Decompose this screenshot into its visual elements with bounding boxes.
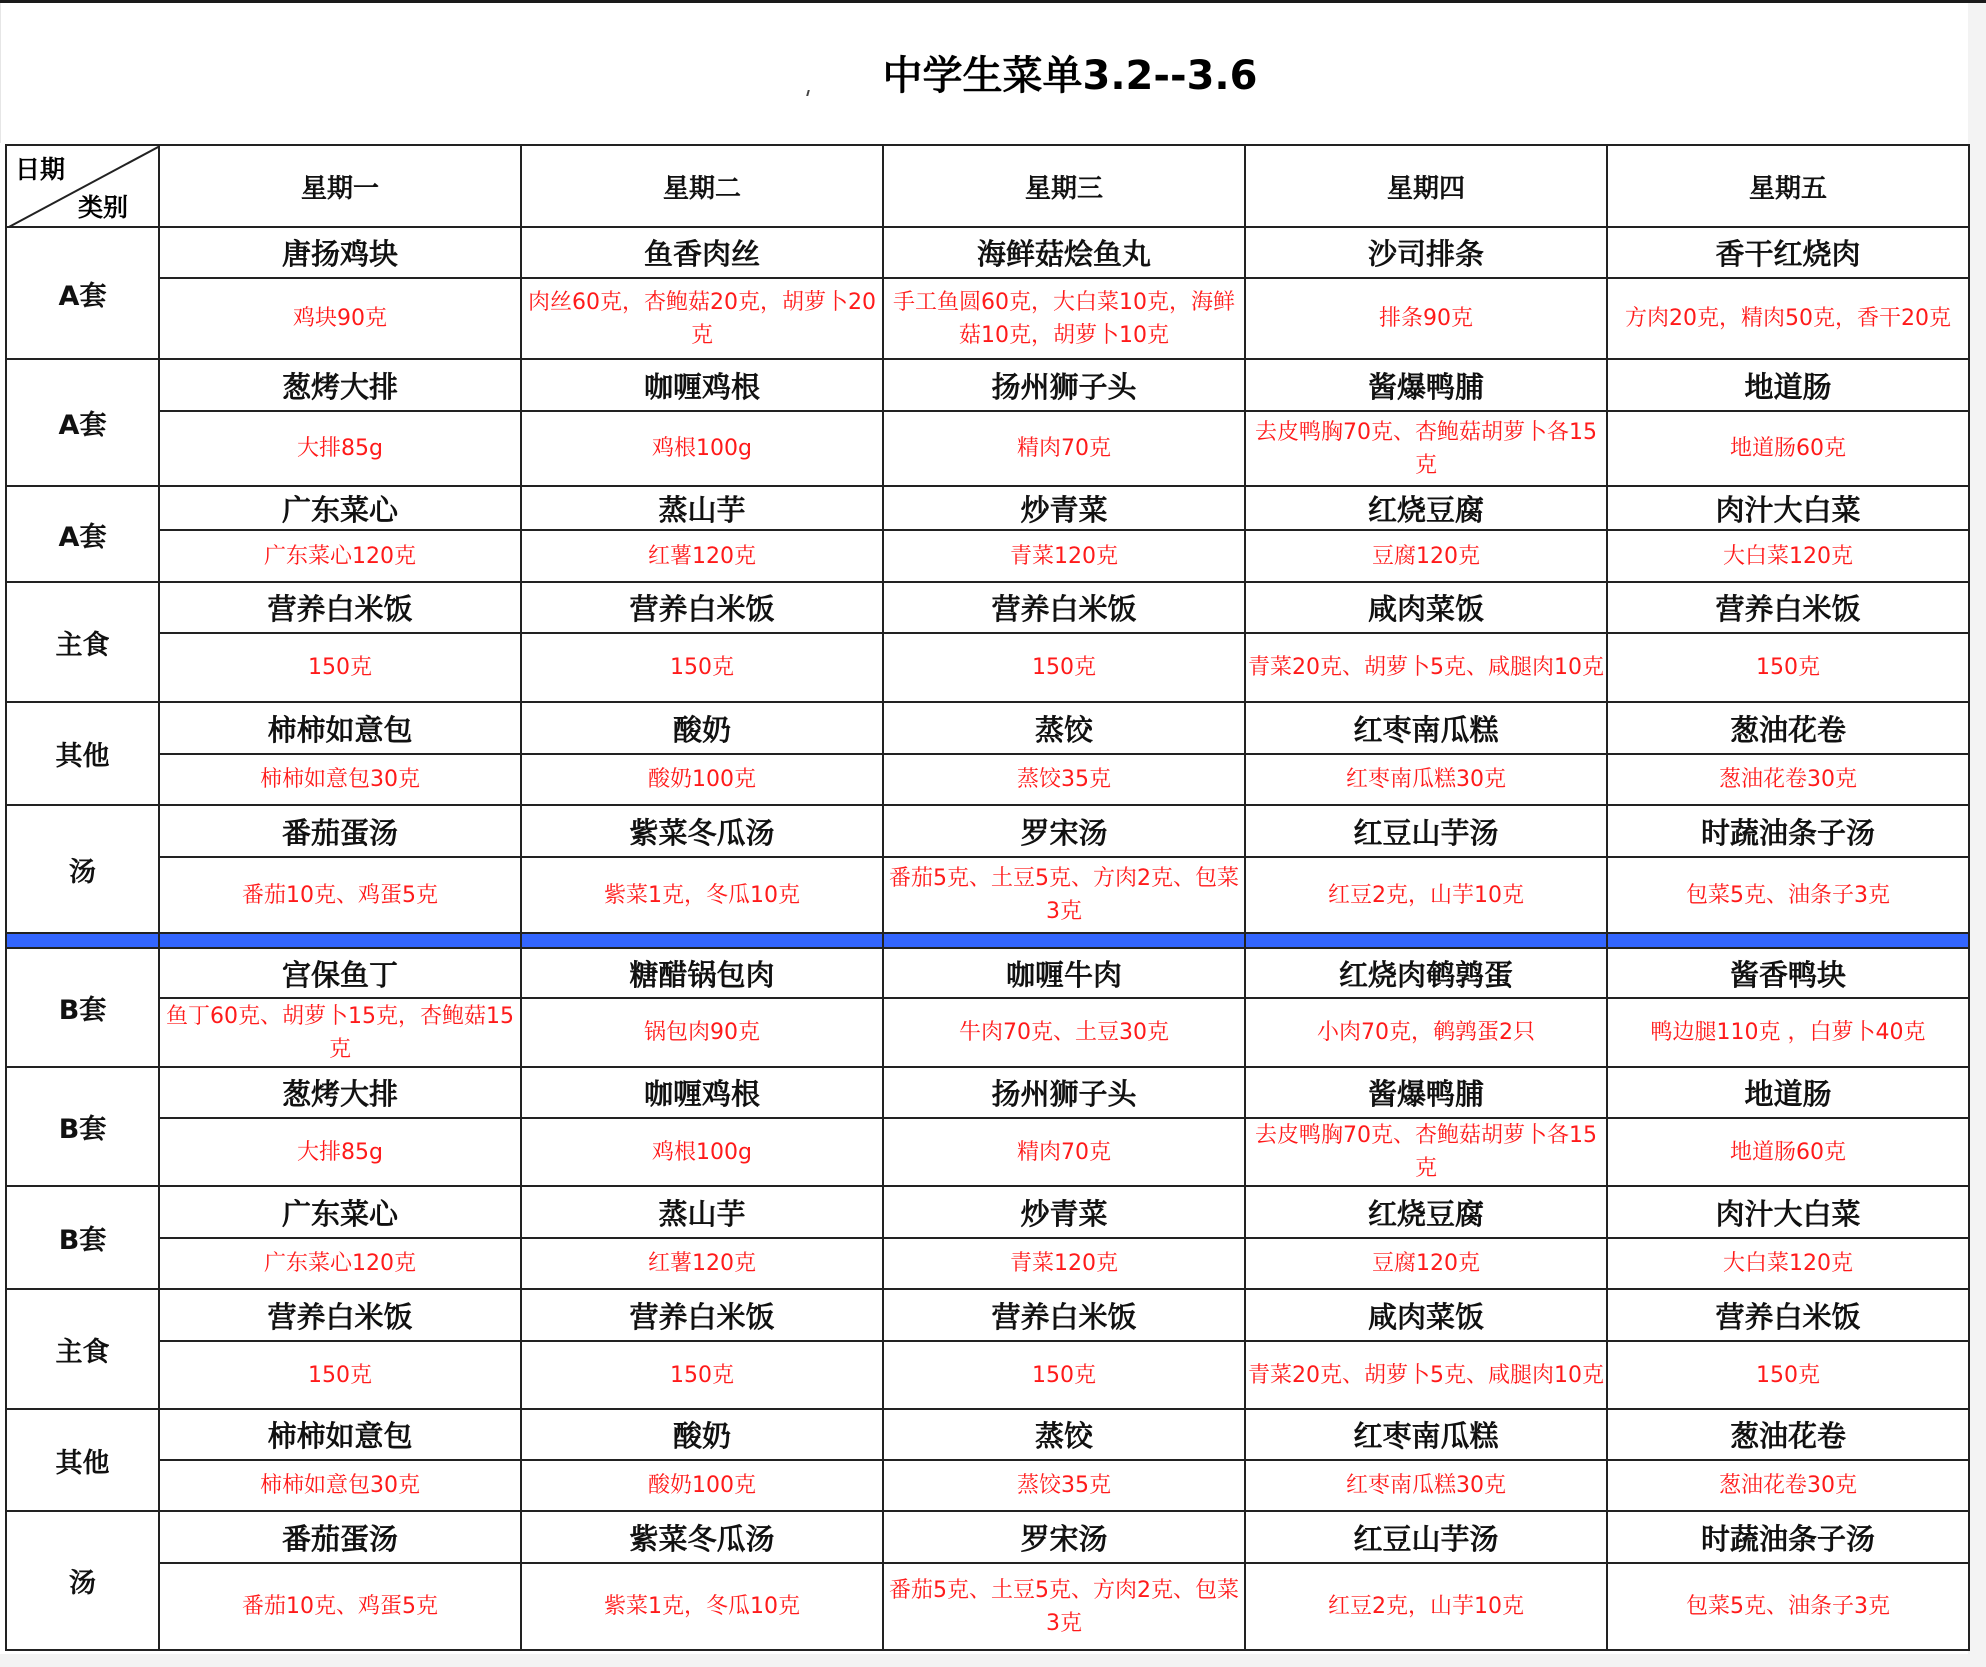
page-title: 中学生菜单3.2--3.6 bbox=[882, 53, 1258, 99]
ingredient-detail-cell: 肉丝60克，杏鲍菇20克，胡萝卜20克 bbox=[521, 278, 883, 359]
ingredient-detail-cell: 红豆2克，山芋10克 bbox=[1245, 1563, 1607, 1650]
dish-name-cell: 肉汁大白菜 bbox=[1607, 486, 1969, 530]
ingredient-detail-cell: 葱油花卷30克 bbox=[1607, 1460, 1969, 1511]
category-cell: 汤 bbox=[6, 805, 159, 933]
dish-name-cell: 炒青菜 bbox=[883, 1186, 1245, 1238]
dish-name-cell: 咖喱牛肉 bbox=[883, 948, 1245, 998]
ingredient-detail-cell: 红薯120克 bbox=[521, 530, 883, 582]
detail-row bbox=[6, 633, 1969, 702]
detail-row bbox=[6, 530, 1969, 582]
category-cell: B套 bbox=[6, 1067, 159, 1186]
category-cell: A套 bbox=[6, 486, 159, 582]
dish-name-cell: 蒸饺 bbox=[883, 1409, 1245, 1460]
ingredient-detail-cell: 酸奶100克 bbox=[521, 1460, 883, 1511]
dish-row bbox=[6, 1289, 1969, 1341]
ingredient-detail-cell: 150克 bbox=[159, 1341, 521, 1409]
dish-row bbox=[6, 359, 1969, 411]
detail-row bbox=[6, 1563, 1969, 1650]
dish-row bbox=[6, 805, 1969, 857]
dish-name-cell: 地道肠 bbox=[1607, 1067, 1969, 1118]
ingredient-detail-cell: 柿柿如意包30克 bbox=[159, 754, 521, 805]
dish-name-cell: 蒸饺 bbox=[883, 702, 1245, 754]
divider-cell bbox=[521, 933, 883, 948]
ingredient-detail-cell: 精肉70克 bbox=[883, 411, 1245, 486]
ingredient-detail-cell: 150克 bbox=[1607, 1341, 1969, 1409]
ingredient-detail-cell: 番茄10克、鸡蛋5克 bbox=[159, 857, 521, 933]
ingredient-detail-cell: 大白菜120克 bbox=[1607, 1238, 1969, 1289]
dish-name-cell: 红豆山芋汤 bbox=[1245, 805, 1607, 857]
detail-row bbox=[6, 1460, 1969, 1511]
dish-name-cell: 营养白米饭 bbox=[1607, 1289, 1969, 1341]
bottom-gutter bbox=[0, 1654, 1986, 1667]
ingredient-detail-cell: 紫菜1克，冬瓜10克 bbox=[521, 1563, 883, 1650]
dish-name-cell: 营养白米饭 bbox=[1607, 582, 1969, 633]
ingredient-detail-cell: 大排85g bbox=[159, 411, 521, 486]
dish-name-cell: 沙司排条 bbox=[1245, 227, 1607, 278]
detail-row bbox=[6, 1238, 1969, 1289]
dish-name-cell: 柿柿如意包 bbox=[159, 1409, 521, 1460]
ingredient-detail-cell: 广东菜心120克 bbox=[159, 530, 521, 582]
dish-row bbox=[6, 1511, 1969, 1563]
dish-name-cell: 广东菜心 bbox=[159, 486, 521, 530]
ingredient-detail-cell: 青菜120克 bbox=[883, 1238, 1245, 1289]
dish-name-cell: 营养白米饭 bbox=[883, 582, 1245, 633]
ingredient-detail-cell: 精肉70克 bbox=[883, 1118, 1245, 1186]
dish-name-cell: 番茄蛋汤 bbox=[159, 1511, 521, 1563]
detail-row bbox=[6, 278, 1969, 359]
dish-name-cell: 香干红烧肉 bbox=[1607, 227, 1969, 278]
dish-name-cell: 罗宋汤 bbox=[883, 1511, 1245, 1563]
day-header-mon: 星期一 bbox=[159, 145, 521, 227]
ingredient-detail-cell: 柿柿如意包30克 bbox=[159, 1460, 521, 1511]
dish-name-cell: 葱烤大排 bbox=[159, 1067, 521, 1118]
dish-row bbox=[6, 702, 1969, 754]
detail-row bbox=[6, 1118, 1969, 1186]
ingredient-detail-cell: 牛肉70克、土豆30克 bbox=[883, 998, 1245, 1067]
ingredient-detail-cell: 150克 bbox=[1607, 633, 1969, 702]
right-gutter bbox=[1968, 3, 1986, 1667]
category-cell: A套 bbox=[6, 227, 159, 359]
corner-category-label: 类别 bbox=[77, 193, 128, 222]
ingredient-detail-cell: 红枣南瓜糕30克 bbox=[1245, 754, 1607, 805]
ingredient-detail-cell: 酸奶100克 bbox=[521, 754, 883, 805]
section-divider-bar bbox=[6, 933, 1969, 948]
dish-row bbox=[6, 486, 1969, 530]
ingredient-detail-cell: 包菜5克、油条子3克 bbox=[1607, 857, 1969, 933]
ingredient-detail-cell: 鱼丁60克、胡萝卜15克，杏鲍菇15克 bbox=[159, 998, 521, 1067]
ingredient-detail-cell: 方肉20克，精肉50克，香干20克 bbox=[1607, 278, 1969, 359]
dish-name-cell: 酱香鸭块 bbox=[1607, 948, 1969, 998]
divider-cell bbox=[1607, 933, 1969, 948]
divider-cell bbox=[159, 933, 521, 948]
ingredient-detail-cell: 豆腐120克 bbox=[1245, 1238, 1607, 1289]
corner-cell bbox=[6, 145, 159, 227]
dish-name-cell: 红豆山芋汤 bbox=[1245, 1511, 1607, 1563]
dish-name-cell: 酱爆鸭脯 bbox=[1245, 1067, 1607, 1118]
detail-row bbox=[6, 411, 1969, 486]
ingredient-detail-cell: 豆腐120克 bbox=[1245, 530, 1607, 582]
dish-name-cell: 酸奶 bbox=[521, 702, 883, 754]
dish-name-cell: 糖醋锅包肉 bbox=[521, 948, 883, 998]
corner-date-label: 日期 bbox=[15, 155, 66, 184]
dish-name-cell: 葱油花卷 bbox=[1607, 702, 1969, 754]
dish-name-cell: 时蔬油条子汤 bbox=[1607, 1511, 1969, 1563]
ingredient-detail-cell: 红豆2克，山芋10克 bbox=[1245, 857, 1607, 933]
dish-row bbox=[6, 227, 1969, 278]
ingredient-detail-cell: 鸡根100g bbox=[521, 411, 883, 486]
ingredient-detail-cell: 广东菜心120克 bbox=[159, 1238, 521, 1289]
dish-name-cell: 蒸山芋 bbox=[521, 486, 883, 530]
dish-name-cell: 营养白米饭 bbox=[521, 1289, 883, 1341]
divider-cell bbox=[883, 933, 1245, 948]
ingredient-detail-cell: 番茄5克、土豆5克、方肉2克、包菜3克 bbox=[883, 857, 1245, 933]
dish-name-cell: 咸肉菜饭 bbox=[1245, 582, 1607, 633]
dish-name-cell: 肉汁大白菜 bbox=[1607, 1186, 1969, 1238]
category-cell: 其他 bbox=[6, 1409, 159, 1511]
divider-cell bbox=[6, 933, 159, 948]
dish-name-cell: 红枣南瓜糕 bbox=[1245, 1409, 1607, 1460]
ingredient-detail-cell: 包菜5克、油条子3克 bbox=[1607, 1563, 1969, 1650]
dish-name-cell: 葱油花卷 bbox=[1607, 1409, 1969, 1460]
dish-name-cell: 广东菜心 bbox=[159, 1186, 521, 1238]
ingredient-detail-cell: 去皮鸭胸70克、杏鲍菇胡萝卜各15克 bbox=[1245, 1118, 1607, 1186]
menu-table bbox=[5, 144, 1970, 1651]
dish-row bbox=[6, 948, 1969, 998]
dish-row bbox=[6, 582, 1969, 633]
ingredient-detail-cell: 手工鱼圆60克，大白菜10克，海鲜菇10克，胡萝卜10克 bbox=[883, 278, 1245, 359]
dish-name-cell: 咖喱鸡根 bbox=[521, 1067, 883, 1118]
ingredient-detail-cell: 鸡块90克 bbox=[159, 278, 521, 359]
dish-name-cell: 营养白米饭 bbox=[521, 582, 883, 633]
ingredient-detail-cell: 大排85g bbox=[159, 1118, 521, 1186]
detail-row bbox=[6, 998, 1969, 1067]
ingredient-detail-cell: 鸭边腿110克 ，白萝卜40克 bbox=[1607, 998, 1969, 1067]
dish-name-cell: 红烧豆腐 bbox=[1245, 486, 1607, 530]
day-header-tue: 星期二 bbox=[521, 145, 883, 227]
dish-name-cell: 营养白米饭 bbox=[159, 582, 521, 633]
category-cell: B套 bbox=[6, 1186, 159, 1289]
category-cell: 其他 bbox=[6, 702, 159, 805]
day-header-fri: 星期五 bbox=[1607, 145, 1969, 227]
ingredient-detail-cell: 地道肠60克 bbox=[1607, 411, 1969, 486]
ingredient-detail-cell: 番茄10克、鸡蛋5克 bbox=[159, 1563, 521, 1650]
dish-name-cell: 紫菜冬瓜汤 bbox=[521, 1511, 883, 1563]
detail-row bbox=[6, 857, 1969, 933]
dish-row bbox=[6, 1067, 1969, 1118]
dish-name-cell: 鱼香肉丝 bbox=[521, 227, 883, 278]
ingredient-detail-cell: 蒸饺35克 bbox=[883, 1460, 1245, 1511]
dish-name-cell: 炒青菜 bbox=[883, 486, 1245, 530]
dish-name-cell: 时蔬油条子汤 bbox=[1607, 805, 1969, 857]
ingredient-detail-cell: 蒸饺35克 bbox=[883, 754, 1245, 805]
dish-name-cell: 酱爆鸭脯 bbox=[1245, 359, 1607, 411]
category-cell: 主食 bbox=[6, 1289, 159, 1409]
category-cell: A套 bbox=[6, 359, 159, 486]
ingredient-detail-cell: 大白菜120克 bbox=[1607, 530, 1969, 582]
ingredient-detail-cell: 番茄5克、土豆5克、方肉2克、包菜3克 bbox=[883, 1563, 1245, 1650]
dish-name-cell: 扬州狮子头 bbox=[883, 359, 1245, 411]
ingredient-detail-cell: 150克 bbox=[521, 633, 883, 702]
dish-name-cell: 宫保鱼丁 bbox=[159, 948, 521, 998]
ingredient-detail-cell: 青菜20克、胡萝卜5克、咸腿肉10克 bbox=[1245, 1341, 1607, 1409]
dish-name-cell: 咸肉菜饭 bbox=[1245, 1289, 1607, 1341]
dish-name-cell: 番茄蛋汤 bbox=[159, 805, 521, 857]
dish-name-cell: 海鲜菇烩鱼丸 bbox=[883, 227, 1245, 278]
dish-name-cell: 红枣南瓜糕 bbox=[1245, 702, 1607, 754]
dish-name-cell: 蒸山芋 bbox=[521, 1186, 883, 1238]
ingredient-detail-cell: 去皮鸭胸70克、杏鲍菇胡萝卜各15克 bbox=[1245, 411, 1607, 486]
ingredient-detail-cell: 葱油花卷30克 bbox=[1607, 754, 1969, 805]
dish-name-cell: 扬州狮子头 bbox=[883, 1067, 1245, 1118]
header-row bbox=[6, 145, 1969, 227]
dish-name-cell: 唐扬鸡块 bbox=[159, 227, 521, 278]
divider-cell bbox=[1245, 933, 1607, 948]
detail-row bbox=[6, 1341, 1969, 1409]
detail-row bbox=[6, 754, 1969, 805]
category-cell: 汤 bbox=[6, 1511, 159, 1650]
dish-row bbox=[6, 1186, 1969, 1238]
dish-name-cell: 罗宋汤 bbox=[883, 805, 1245, 857]
category-cell: B套 bbox=[6, 948, 159, 1067]
ingredient-detail-cell: 150克 bbox=[883, 1341, 1245, 1409]
ingredient-detail-cell: 紫菜1克，冬瓜10克 bbox=[521, 857, 883, 933]
day-header-wed: 星期三 bbox=[883, 145, 1245, 227]
ingredient-detail-cell: 青菜120克 bbox=[883, 530, 1245, 582]
ingredient-detail-cell: 青菜20克、胡萝卜5克、咸腿肉10克 bbox=[1245, 633, 1607, 702]
dish-name-cell: 红烧肉鹌鹑蛋 bbox=[1245, 948, 1607, 998]
ingredient-detail-cell: 鸡根100g bbox=[521, 1118, 883, 1186]
ingredient-detail-cell: 150克 bbox=[159, 633, 521, 702]
ingredient-detail-cell: 锅包肉90克 bbox=[521, 998, 883, 1067]
category-cell: 主食 bbox=[6, 582, 159, 702]
ingredient-detail-cell: 地道肠60克 bbox=[1607, 1118, 1969, 1186]
dish-name-cell: 红烧豆腐 bbox=[1245, 1186, 1607, 1238]
dish-name-cell: 咖喱鸡根 bbox=[521, 359, 883, 411]
dish-name-cell: 柿柿如意包 bbox=[159, 702, 521, 754]
dish-name-cell: 营养白米饭 bbox=[883, 1289, 1245, 1341]
ingredient-detail-cell: 150克 bbox=[883, 633, 1245, 702]
ingredient-detail-cell: 150克 bbox=[521, 1341, 883, 1409]
day-header-thu: 星期四 bbox=[1245, 145, 1607, 227]
dish-name-cell: 地道肠 bbox=[1607, 359, 1969, 411]
ingredient-detail-cell: 排条90克 bbox=[1245, 278, 1607, 359]
dish-name-cell: 葱烤大排 bbox=[159, 359, 521, 411]
ingredient-detail-cell: 小肉70克，鹌鹑蛋2只 bbox=[1245, 998, 1607, 1067]
dish-row bbox=[6, 1409, 1969, 1460]
dish-name-cell: 营养白米饭 bbox=[159, 1289, 521, 1341]
dish-name-cell: 紫菜冬瓜汤 bbox=[521, 805, 883, 857]
ingredient-detail-cell: 红枣南瓜糕30克 bbox=[1245, 1460, 1607, 1511]
ingredient-detail-cell: 红薯120克 bbox=[521, 1238, 883, 1289]
dish-name-cell: 酸奶 bbox=[521, 1409, 883, 1460]
